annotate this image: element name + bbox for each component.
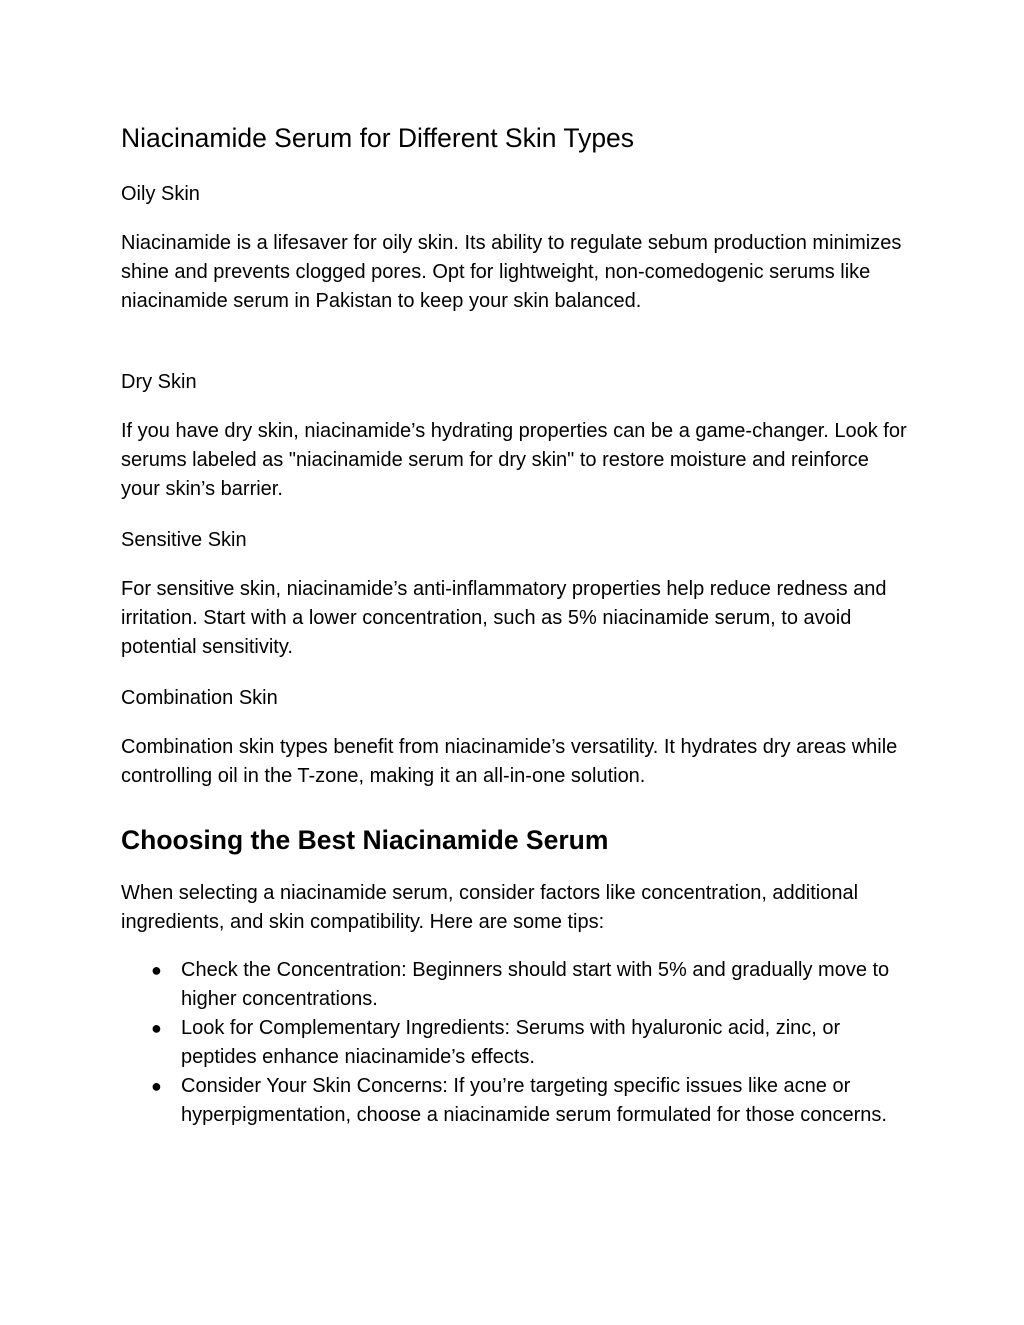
bullet-icon: ● [151,1018,162,1038]
bullet-icon: ● [151,1076,162,1096]
choosing-intro: When selecting a niacinamide serum, consider factors like concentration, additional ingredients, and skin compatibility. Here are some tips: [121,882,859,933]
section-body-oily-skin: Niacinamide is a lifesaver for oily skin. Its ability to regulate sebum production minimizes shine and prevents clogged pores. Opt for lightweight, non-comedogenic serums like niacinamide serum in Pakistan to keep your skin balanced. [121,232,902,312]
section-heading-oily-skin: Oily Skin [121,183,200,205]
tip-text: Look for Complementary Ingredients: Serums with hyaluronic acid, zinc, or peptides enhance niacinamide’s effects. [181,1017,841,1068]
tips-list [121,956,911,1130]
list-item [121,956,901,1014]
section-heading-combination-skin: Combination Skin [121,687,278,709]
list-item [121,1072,901,1130]
page-title: Niacinamide Serum for Different Skin Types [121,123,635,153]
section-body-sensitive-skin: For sensitive skin, niacinamide’s anti-inflammatory properties help reduce redness and irritation. Start with a lower concentration, such as 5% niacinamide serum, to avoid potential sensitivity. [121,578,887,658]
section-heading-dry-skin: Dry Skin [121,371,197,393]
section-body-dry-skin: If you have dry skin, niacinamide’s hydrating properties can be a game-changer. Look for serums labeled as "niacinamide serum for dry skin" to restore moisture and reinforce your skin’s barrier. [121,420,907,500]
section-body-combination-skin: Combination skin types benefit from niacinamide’s versatility. It hydrates dry areas while controlling oil in the T-zone, making it an all-in-one solution. [121,736,898,787]
choosing-heading: Choosing the Best Niacinamide Serum [121,825,609,855]
tip-text: Consider Your Skin Concerns: If you’re targeting specific issues like acne or hyperpigmentation, choose a niacinamide serum formulated for those concerns. [181,1075,887,1126]
tip-text: Check the Concentration: Beginners should start with 5% and gradually move to higher concentrations. [181,959,890,1010]
list-item [121,1014,901,1072]
bullet-icon: ● [151,960,162,980]
section-heading-sensitive-skin: Sensitive Skin [121,529,247,551]
